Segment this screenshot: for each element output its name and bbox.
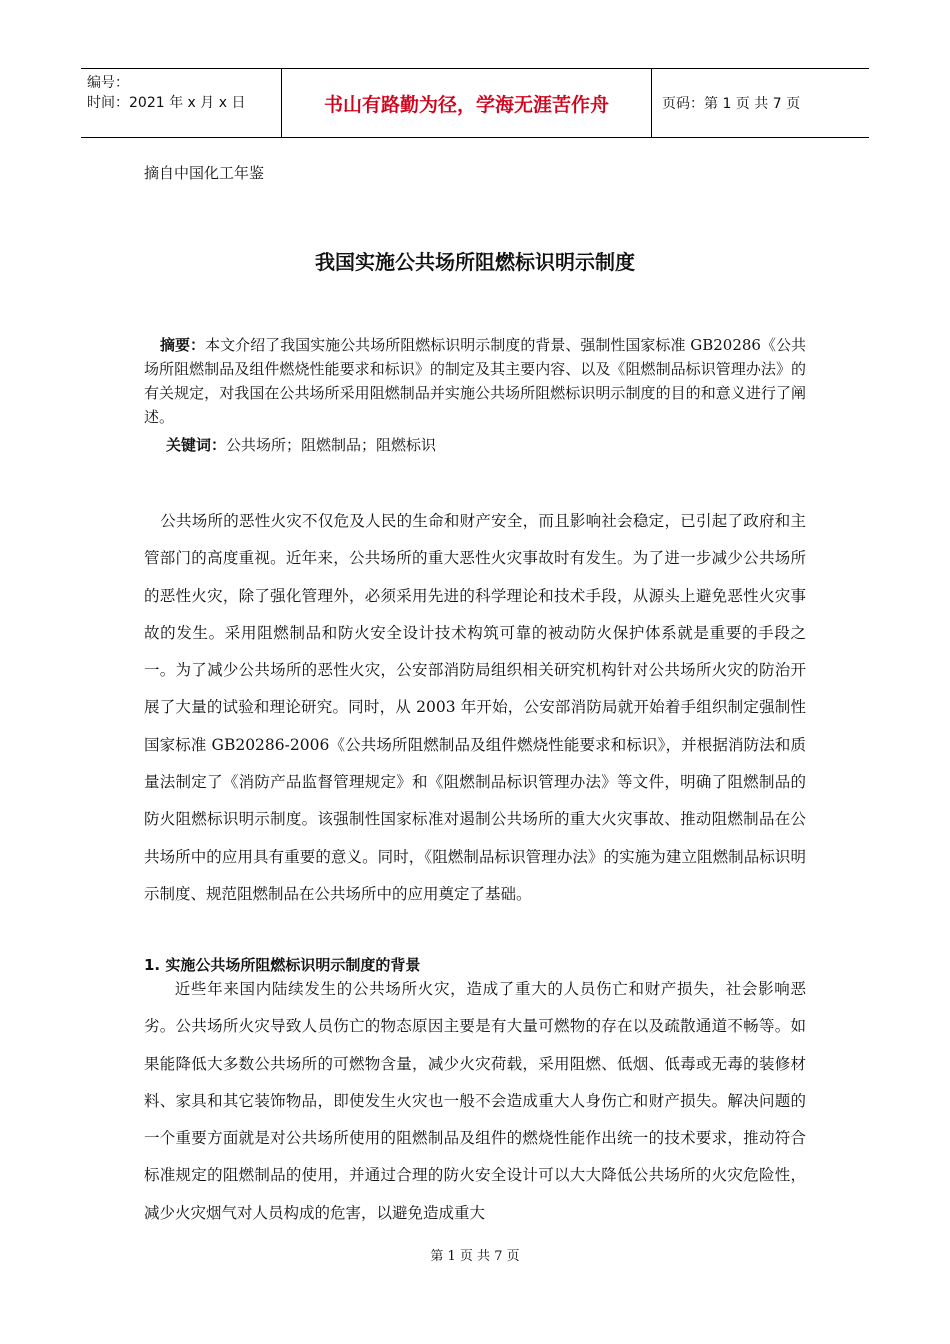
- abstract-text: 本文介绍了我国实施公共场所阻燃标识明示制度的背景、强制性国家标准 GB20286《公共场所阻燃制品及组件燃烧性能要求和标识》的制定及其主要内容、以及《阻燃制品标识管理办法》的有关规定，对我国在公共场所采用阻燃制品并实施公共场所阻燃标识明示制度的目的和意义进行了阐述。: [144, 336, 806, 426]
- intro-paragraph-text: 公共场所的恶性火灾不仅危及人民的生命和财产安全，而且影响社会稳定，已引起了政府和主管部门的高度重视。近年来，公共场所的重大恶性火灾事故时有发生。为了进一步减少公共场所的恶性火灾，除了强化管理外，必须采用先进的科学理论和技术手段，从源头上避免恶性火灾事故的发生。采用阻燃制品和防火安全设计技术构筑可靠的被动防火保护体系就是重要的手段之一。为了减少公共场所的恶性火灾，公安部消防局组织相关研究机构针对公共场所火灾的防治开展了大量的试验和理论研究。同时，从 2003 年开始，公安部消防局就开始着手组织制定强制性国家标准 GB20286-2006《公共场所阻燃制品及组件燃烧性能要求和标识》，并根据消防法和质量法制定了《消防产品监督管理规定》和《阻燃制品标识管理办法》等文件，明确了阻燃制品的防火阻燃标识明示制度。该强制性国家标准对遏制公共场所的重大火灾事故、推动阻燃制品在公共场所中的应用具有重要的意义。同时，《阻燃制品标识管理办法》的实施为建立阻燃制品标识明示制度、规范阻燃制品在公共场所中的应用奠定了基础。: [144, 512, 806, 903]
- section-heading: 1. 实施公共场所阻燃标识明示制度的背景: [144, 956, 421, 974]
- intro-paragraph: [144, 503, 806, 913]
- page-footer: 第 1 页 共 7 页: [430, 1249, 520, 1264]
- document-date-label: 时间：2021 年 x 月 x 日: [87, 95, 246, 111]
- keywords: [166, 434, 436, 455]
- section-paragraph-text: 近些年来国内陆续发生的公共场所火灾，造成了重大的人员伤亡和财产损失，社会影响恶劣。公共场所火灾导致人员伤亡的物态原因主要是有大量可燃物的存在以及疏散通道不畅等。如果能降低大多数公共场所的可燃物含量，减少火灾荷载，采用阻燃、低烟、低毒或无毒的装修材料、家具和其它装饰物品，即使发生火灾也一般不会造成重大人身伤亡和财产损失。解决问题的一个重要方面就是对公共场所使用的阻燃制品及组件的燃烧性能作出统一的技术要求，推动符合标准规定的阻燃制品的使用，并通过合理的防火安全设计可以大大降低公共场所的火灾危险性，减少火灾烟气对人员构成的危害，以避免造成重大: [144, 980, 806, 1222]
- source-note: 摘自中国化工年鉴: [144, 164, 265, 182]
- keywords-text: 公共场所；阻燃制品；阻燃标识: [226, 436, 437, 454]
- abstract: [144, 333, 806, 429]
- document-title: 我国实施公共场所阻燃标识明示制度: [315, 250, 635, 274]
- header-table: [81, 68, 869, 138]
- section-paragraph: [144, 971, 806, 1232]
- header-motto: 书山有路勤为径，学海无涯苦作舟: [281, 69, 652, 137]
- keywords-label: 关键词：: [166, 436, 227, 454]
- abstract-label: 摘要：: [160, 336, 206, 354]
- header-meta: [81, 69, 281, 137]
- document-number-label: 编号：: [87, 75, 129, 91]
- header-page-info: 页码：第 1 页 共 7 页: [662, 96, 801, 112]
